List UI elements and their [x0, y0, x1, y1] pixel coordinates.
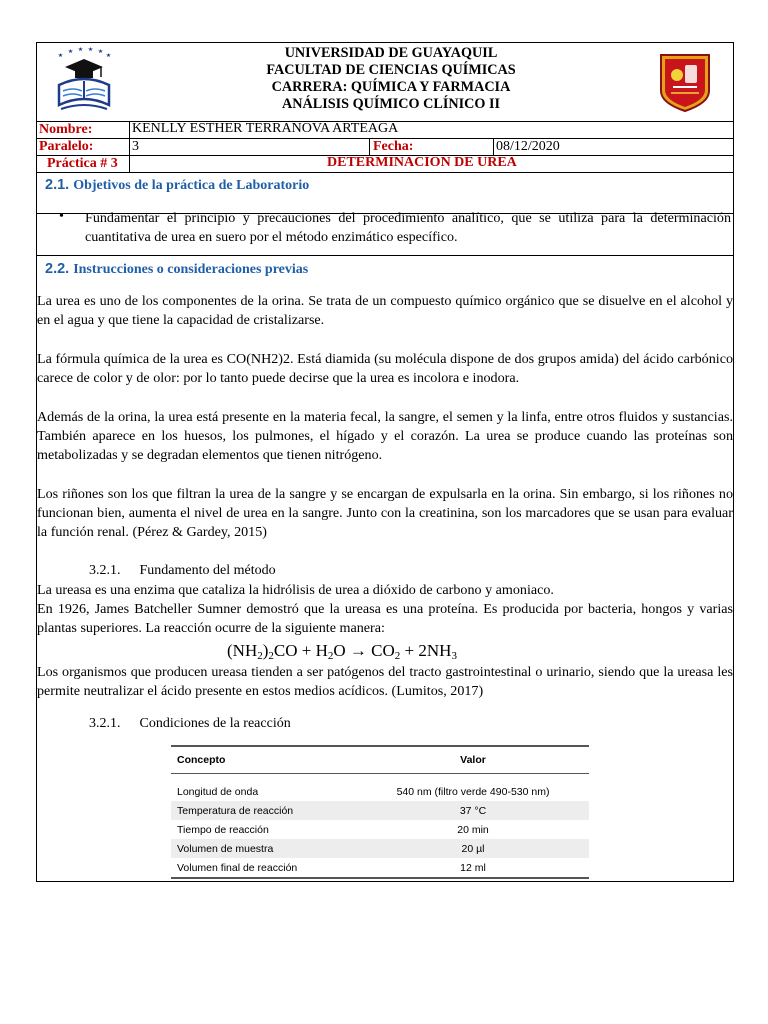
section-2-1-number: 2.1.	[45, 177, 70, 193]
university-logo	[51, 45, 117, 117]
paragraph-1: La urea es uno de los componentes de la orina. Se trata de un compuesto químico orgánico que se disuelve en el alcohol y en el agua y que tiene la capacidad de cristalizarse.	[37, 293, 733, 328]
objective-bullet: Fundamentar el principio y precauciones del procedimiento analítico, que se utiliza para la determinación cuantitativa de urea en suero por el método enzimático específico.	[85, 210, 731, 245]
paragraph-4: Los riñones son los que filtran la urea de la sangre y se encargan de expulsarla en la orina. Sin embargo, si los riñones no funcionan bien, aumenta el nivel de urea en la sangre. Junto con la creatinina, son los marcadores que se usan para evaluar la función renal. (Pérez & Gardey, 2015)	[37, 486, 733, 540]
university-name: UNIVERSIDAD DE GUAYAQUIL	[284, 45, 498, 61]
conditions-table	[171, 745, 589, 879]
fundamento-heading	[89, 563, 276, 579]
paragraph-2: La fórmula química de la urea es CO(NH2)2. Está diamida (su molécula dispone de dos grupos amida) del ácido carbónico carece de color y de olor: por lo tanto puede decirse que la urea es incolora e inodora.	[37, 351, 733, 386]
career-name: CARRERA: QUÍMICA Y FARMACIA	[271, 79, 511, 95]
section-2-1-title: Objetivos de la práctica de Laboratorio	[73, 178, 310, 193]
paralelo-value: 3	[132, 139, 139, 154]
condiciones-heading	[89, 716, 291, 732]
fecha-label: Fecha:	[373, 139, 414, 154]
faculty-logo	[655, 51, 715, 113]
table-row: Volumen final de reacción 12 ml	[171, 858, 589, 878]
practica-label: Práctica # 3	[47, 156, 118, 171]
section-2-2-number: 2.2.	[45, 261, 70, 277]
table-row: Longitud de onda 540 nm (filtro verde 490-530 nm)	[177, 785, 550, 798]
fecha-value: 08/12/2020	[496, 139, 560, 154]
fundamento-number: 3.2.1.	[89, 563, 121, 578]
course-name: ANÁLISIS QUÍMICO CLÍNICO II	[282, 96, 500, 112]
section-2-2-title: Instrucciones o consideraciones previas	[73, 262, 309, 277]
header-title-block	[131, 45, 651, 113]
condiciones-title: Condiciones de la reacción	[139, 716, 291, 731]
section-2-1-heading	[45, 176, 309, 194]
document-frame	[36, 42, 734, 882]
name-label: Nombre:	[39, 122, 93, 137]
table-header-concepto: Concepto	[171, 746, 357, 774]
condiciones-number: 3.2.1.	[89, 716, 121, 731]
reaction-formula: $(NH_2)_2CO + H_2O \to CO_2 + 2NH_3$	[227, 641, 457, 662]
name-value: KENLLY ESTHER TERRANOVA ARTEAGA	[132, 121, 399, 136]
fundamento-line-1: La ureasa es una enzima que cataliza la hidrólisis de urea a dióxido de carbono y amoniaco.	[37, 582, 554, 598]
practica-title: DETERMINACION DE UREA	[327, 155, 517, 170]
fundamento-line-3: Los organismos que producen ureasa tienden a ser patógenos del tracto gastrointestinal o urinario, siendo que la ureasa les permite neutralizar el ácido presente en estos medios acídicos. (Lumitos, 2017)	[37, 664, 733, 699]
faculty-name: FACULTAD DE CIENCIAS QUÍMICAS	[266, 62, 516, 78]
fundamento-line-2: En 1926, James Batcheller Sumner demostró que la ureasa es una proteína. Es producida por bacteria, hongos y varias plantas superiores. La reacción ocurre de la siguiente manera:	[37, 601, 733, 636]
table-row: Temperatura de reacción 37 °C	[171, 801, 589, 820]
table-header-valor: Valor	[357, 746, 589, 774]
table-row: Volumen de muestra 20 µl	[171, 839, 589, 858]
section-2-2-heading	[45, 260, 308, 278]
table-row: Tiempo de reacción 20 min	[177, 823, 489, 836]
paragraph-3: Además de la orina, la urea está presente en la materia fecal, la sangre, el semen y la linfa, entre otros fluidos y sustancias. También aparece en los huesos, los pulmones, el hígado y el corazón. La urea se produce cuando las proteínas son metabolizadas y se degradan elementos que tienen nitrógeno.	[37, 409, 733, 463]
fundamento-title: Fundamento del método	[139, 563, 276, 578]
bullet-icon: •	[59, 209, 64, 224]
paralelo-label: Paralelo:	[39, 139, 94, 154]
